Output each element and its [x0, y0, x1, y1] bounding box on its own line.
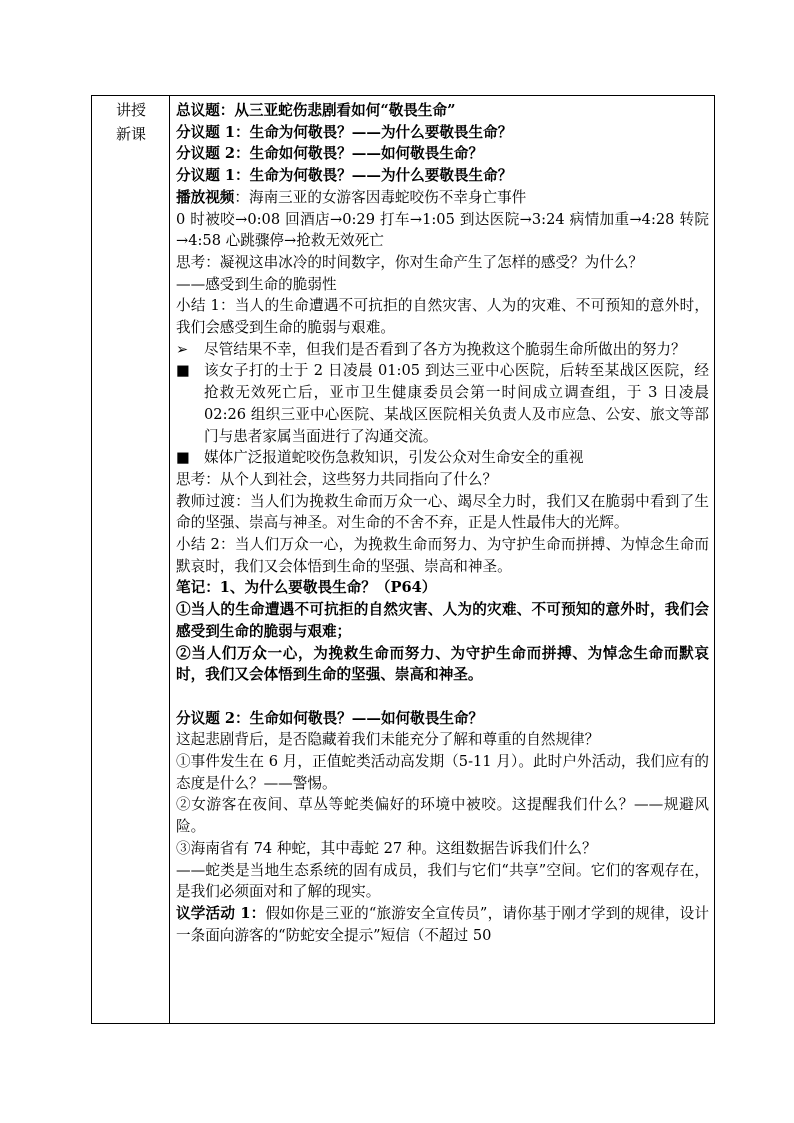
question-natural-law: 这起悲剧背后，是否隐藏着我们未能充分了解和尊重的自然规律？: [176, 731, 600, 749]
subtopic-1: 分议题 1：生命为何敬畏？——为什么要敬畏生命？: [176, 123, 513, 141]
video-line: [176, 187, 709, 209]
think-question-2: 思考：从个人到社会，这些努力共同指向了什么？: [176, 470, 498, 488]
activity-1-label: 议学活动 1：: [176, 905, 266, 922]
bullet-item-1: [176, 339, 709, 361]
timeline-text: 0 时被咬→0:08 回酒店→0:29 打车→1:05 到达医院→3:24 病情加重→4:28 转院→4:58 心跳骤停→抢救无效死亡: [176, 210, 709, 250]
square-bullet-icon: ■: [176, 362, 190, 380]
lesson-content: [170, 96, 714, 946]
arrow-bullet-icon: ➢: [176, 340, 189, 358]
subtopic-2: 分议题 2：生命如何敬畏？——如何敬畏生命？: [176, 145, 484, 163]
point-species: ③海南省有 74 种蛇，其中毒蛇 27 种。这组数据告诉我们什么？: [176, 839, 597, 857]
answer-fragility: ——感受到生命的脆弱性: [176, 275, 337, 293]
bullet-text-3: 媒体广泛报道蛇咬伤急救知识，引发公众对生命安全的重视: [204, 449, 584, 467]
subtopic-1-repeat: 分议题 1：生命为何敬畏？——为什么要敬畏生命？: [176, 167, 513, 185]
section-label-cell: [92, 96, 170, 1023]
answer-ecosystem: ——蛇类是当地生态系统的固有成员，我们与它们“共享”空间。它们的客观存在，是我们必须面对和了解的现实。: [176, 861, 709, 901]
bullet-text-2: 该女子打的士于 2 日凌晨 01:05 到达三亚中心医院，后转至某战区医院，经抢救无效死亡后，亚市卫生健康委员会第一时间成立调查组，于 3 日凌晨 02:26 组织三亚中心医院、某战区医院相关负责人及市应急、公安、旅文等部门与患者家属当面进行了沟通交流。: [204, 362, 709, 445]
think-question-1: 思考：凝视这串冰冷的时间数字，你对生命产生了怎样的感受？为什么？: [176, 253, 644, 271]
bullet-item-3: [176, 447, 709, 469]
lesson-table: [91, 95, 715, 1024]
notes-point-1: ①当人的生命遭遇不可抗拒的自然灾害、人为的灾难、不可预知的意外时，我们会感受到生命的脆弱与艰难；: [176, 601, 709, 640]
main-topic: 总议题：从三亚蛇伤悲剧看如何“敬畏生命”: [176, 102, 456, 119]
notes-point-2: ②当人们万众一心，为挽救生命而努力、为守护生命而拼搏、为悼念生命而默哀时，我们又会体悟到生命的坚强、崇高和神圣。: [176, 644, 709, 684]
point-environment: ②女游客在夜间、草丛等蛇类偏好的环境中被咬。这提醒我们什么？——规避风险。: [176, 796, 709, 836]
square-bullet-icon: ■: [176, 449, 190, 467]
notes-heading: 笔记：1、为什么要敬畏生命？（P64）: [176, 579, 437, 597]
activity-1-text: 假如你是三亚的“旅游安全宣传员”，请你基于刚才学到的规律，设计一条面向游客的“防蛇安全提示”短信（不超过 50: [176, 905, 709, 944]
point-season: ①事件发生在 6 月，正值蛇类活动高发期（5-11 月）。此时户外活动，我们应有的态度是什么？——警惕。: [176, 753, 709, 792]
summary-2: 小结 2：当人们万众一心，为挽救生命而努力、为守护生命而拼搏、为悼念生命而默哀时，我们又会体悟到生命的坚强、崇高和神圣。: [176, 536, 709, 575]
bullet-text-1: 尽管结果不幸，但我们是否看到了各方为挽救这个脆弱生命所做出的努力？: [204, 340, 686, 358]
section-label-line1: 讲授: [115, 101, 146, 119]
bullet-item-2: [176, 360, 709, 447]
video-text: ：海南三亚的女游客因毒蛇咬伤不幸身亡事件: [234, 188, 527, 206]
activity-1: [176, 903, 709, 946]
summary-1: 小结 1：当人的生命遭遇不可抗拒的自然灾害、人为的灾难、不可预知的意外时，我们会感受到生命的脆弱与艰难。: [176, 297, 709, 337]
video-label: 播放视频: [176, 188, 235, 206]
content-cell: [170, 96, 714, 1023]
subtopic-2-heading: 分议题 2：生命如何敬畏？——如何敬畏生命？: [176, 709, 484, 727]
spacer: [176, 686, 709, 708]
teacher-transition: 教师过渡：当人们为挽救生命而万众一心、竭尽全力时，我们又在脆弱中看到了生命的坚强、崇高与神圣。对生命的不舍不弃，正是人性最伟大的光辉。: [176, 492, 709, 532]
section-label-line2: 新课: [115, 125, 146, 143]
